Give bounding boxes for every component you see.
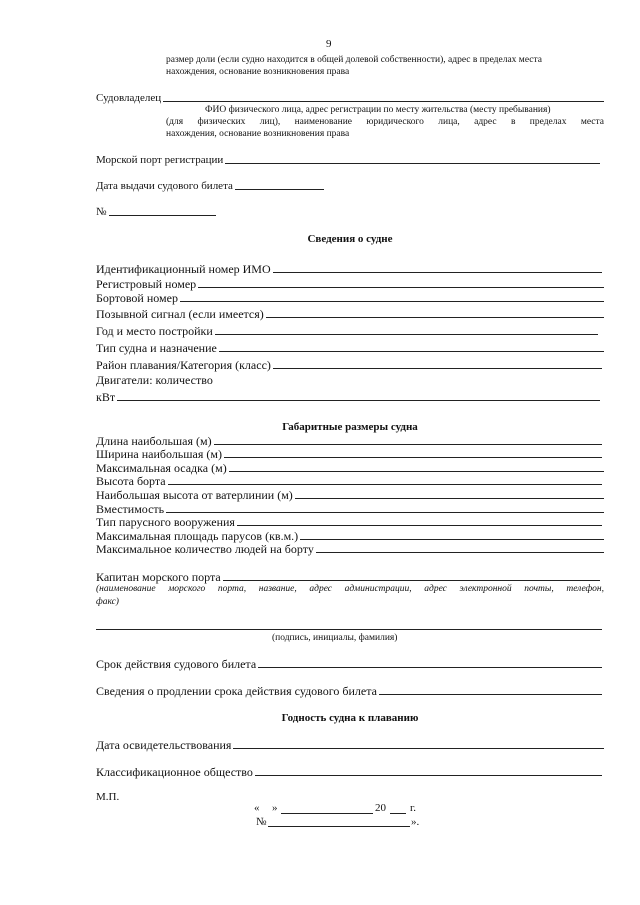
signature-caption: (подпись, инициалы, фамилия) bbox=[272, 633, 398, 643]
width-line[interactable] bbox=[224, 457, 602, 458]
captain-line[interactable] bbox=[223, 580, 600, 581]
owner-note-line1: ФИО физического лица, адрес регистрации по месту жительства (месту пребывания) bbox=[205, 105, 551, 115]
kw-field[interactable] bbox=[96, 391, 600, 403]
survey-date-label: Дата освидетельствования bbox=[96, 738, 232, 752]
max-people-field[interactable] bbox=[96, 543, 604, 555]
captain-note-line1: (наименование морского порта, название, адрес администрации, адрес электронной почты, телефон, bbox=[96, 584, 604, 594]
capacity-line[interactable] bbox=[166, 512, 604, 513]
capacity-field[interactable] bbox=[96, 503, 604, 515]
signature-line[interactable] bbox=[96, 629, 602, 630]
extension-label: Сведения о продлении срока действия судового билета bbox=[96, 684, 377, 698]
date-close-quote: » bbox=[272, 802, 278, 814]
owner-share-note-line2: нахождения, основание возникновения права bbox=[166, 67, 350, 77]
max-height-label: Наибольшая высота от ватерлинии (м) bbox=[96, 488, 293, 502]
sail-type-line[interactable] bbox=[237, 525, 602, 526]
footer-number-sign: № bbox=[256, 816, 267, 828]
length-label: Длина наибольшая (м) bbox=[96, 434, 212, 448]
kw-line[interactable] bbox=[117, 400, 600, 401]
imo-field[interactable] bbox=[96, 263, 602, 275]
build-year-line[interactable] bbox=[215, 334, 598, 335]
max-people-label: Максимальное количество людей на борту bbox=[96, 542, 314, 556]
class-society-field[interactable] bbox=[96, 766, 602, 778]
footer-number-line[interactable] bbox=[268, 826, 410, 827]
draft-label: Максимальная осадка (м) bbox=[96, 461, 227, 475]
captain-note-line2: факс) bbox=[96, 597, 119, 607]
port-registration-field[interactable] bbox=[96, 154, 600, 166]
number-label: № bbox=[96, 206, 107, 218]
port-registration-label: Морской порт регистрации bbox=[96, 154, 224, 166]
vessel-type-line[interactable] bbox=[219, 351, 604, 352]
kw-label: кВт bbox=[96, 390, 116, 404]
board-height-field[interactable] bbox=[96, 475, 602, 487]
owner-field[interactable] bbox=[96, 92, 604, 104]
page-number: 9 bbox=[326, 38, 332, 50]
engines-label: Двигатели: количество bbox=[96, 373, 213, 387]
owner-label: Судовладелец bbox=[96, 92, 162, 104]
survey-date-line[interactable] bbox=[233, 748, 604, 749]
validity-field[interactable] bbox=[96, 658, 602, 670]
call-sign-field[interactable] bbox=[96, 308, 604, 320]
board-height-line[interactable] bbox=[168, 484, 602, 485]
board-height-label: Высота борта bbox=[96, 474, 166, 488]
imo-label: Идентификационный номер ИМО bbox=[96, 262, 271, 276]
width-field[interactable] bbox=[96, 448, 602, 460]
owner-note-line3: нахождения, основание возникновения права bbox=[166, 129, 350, 139]
class-society-label: Классификационное общество bbox=[96, 765, 253, 779]
issue-date-label: Дата выдачи судового билета bbox=[96, 180, 233, 192]
issue-date-field[interactable] bbox=[96, 180, 324, 192]
call-sign-line[interactable] bbox=[266, 317, 604, 318]
dimensions-title: Габаритные размеры судна bbox=[282, 421, 418, 433]
sail-type-label: Тип парусного вооружения bbox=[96, 515, 235, 529]
length-line[interactable] bbox=[214, 444, 602, 445]
port-registration-line[interactable] bbox=[225, 163, 600, 164]
seaworthiness-title: Годность судна к плаванию bbox=[281, 712, 419, 724]
captain-field[interactable] bbox=[96, 571, 600, 583]
max-height-line[interactable] bbox=[295, 498, 604, 499]
sail-type-field[interactable] bbox=[96, 516, 602, 528]
vessel-type-label: Тип судна и назначение bbox=[96, 341, 217, 355]
board-number-line[interactable] bbox=[180, 301, 604, 302]
navigation-area-line[interactable] bbox=[273, 368, 602, 369]
vessel-type-field[interactable] bbox=[96, 342, 604, 354]
navigation-area-label: Район плавания/Категория (класс) bbox=[96, 358, 271, 372]
register-number-label: Регистровый номер bbox=[96, 277, 197, 291]
issue-date-line[interactable] bbox=[235, 189, 324, 190]
navigation-area-field[interactable] bbox=[96, 359, 602, 371]
sail-area-line[interactable] bbox=[300, 539, 604, 540]
sail-area-label: Максимальная площадь парусов (кв.м.) bbox=[96, 529, 299, 543]
extension-field[interactable] bbox=[96, 685, 602, 697]
board-number-field[interactable] bbox=[96, 292, 604, 304]
class-society-line[interactable] bbox=[255, 775, 602, 776]
draft-line[interactable] bbox=[229, 471, 604, 472]
validity-label: Срок действия судового билета bbox=[96, 657, 257, 671]
length-field[interactable] bbox=[96, 435, 602, 447]
number-field[interactable] bbox=[96, 206, 216, 218]
year-prefix: 20 bbox=[375, 802, 386, 814]
max-height-field[interactable] bbox=[96, 489, 604, 501]
year-suffix: г. bbox=[410, 802, 417, 814]
board-number-label: Бортовой номер bbox=[96, 291, 178, 305]
width-label: Ширина наибольшая (м) bbox=[96, 447, 222, 461]
owner-line[interactable] bbox=[163, 101, 604, 102]
register-number-line[interactable] bbox=[198, 287, 604, 288]
draft-field[interactable] bbox=[96, 462, 604, 474]
date-line[interactable] bbox=[281, 813, 373, 814]
validity-line[interactable] bbox=[258, 667, 602, 668]
register-number-field[interactable] bbox=[96, 278, 604, 290]
owner-share-note-line1: размер доли (если судно находится в общей долевой собственности), адрес в пределах места bbox=[166, 55, 542, 65]
number-line[interactable] bbox=[109, 215, 217, 216]
capacity-label: Вместимость bbox=[96, 502, 165, 516]
build-year-field[interactable] bbox=[96, 325, 598, 337]
sail-area-field[interactable] bbox=[96, 530, 604, 542]
imo-line[interactable] bbox=[273, 272, 602, 273]
year-line[interactable] bbox=[390, 813, 406, 814]
owner-note-line2: (для физических лиц), наименование юридического лица, адрес в пределах места bbox=[166, 117, 604, 127]
max-people-line[interactable] bbox=[316, 552, 604, 553]
call-sign-label: Позывной сигнал (если имеется) bbox=[96, 307, 264, 321]
date-open-quote: « bbox=[254, 802, 260, 814]
vessel-info-title: Сведения о судне bbox=[307, 233, 393, 245]
seal-label: М.П. bbox=[96, 791, 120, 803]
footer-number-end: ». bbox=[411, 816, 420, 828]
extension-line[interactable] bbox=[379, 694, 602, 695]
build-year-label: Год и место постройки bbox=[96, 324, 213, 338]
survey-date-field[interactable] bbox=[96, 739, 604, 751]
captain-label: Капитан морского порта bbox=[96, 570, 221, 584]
